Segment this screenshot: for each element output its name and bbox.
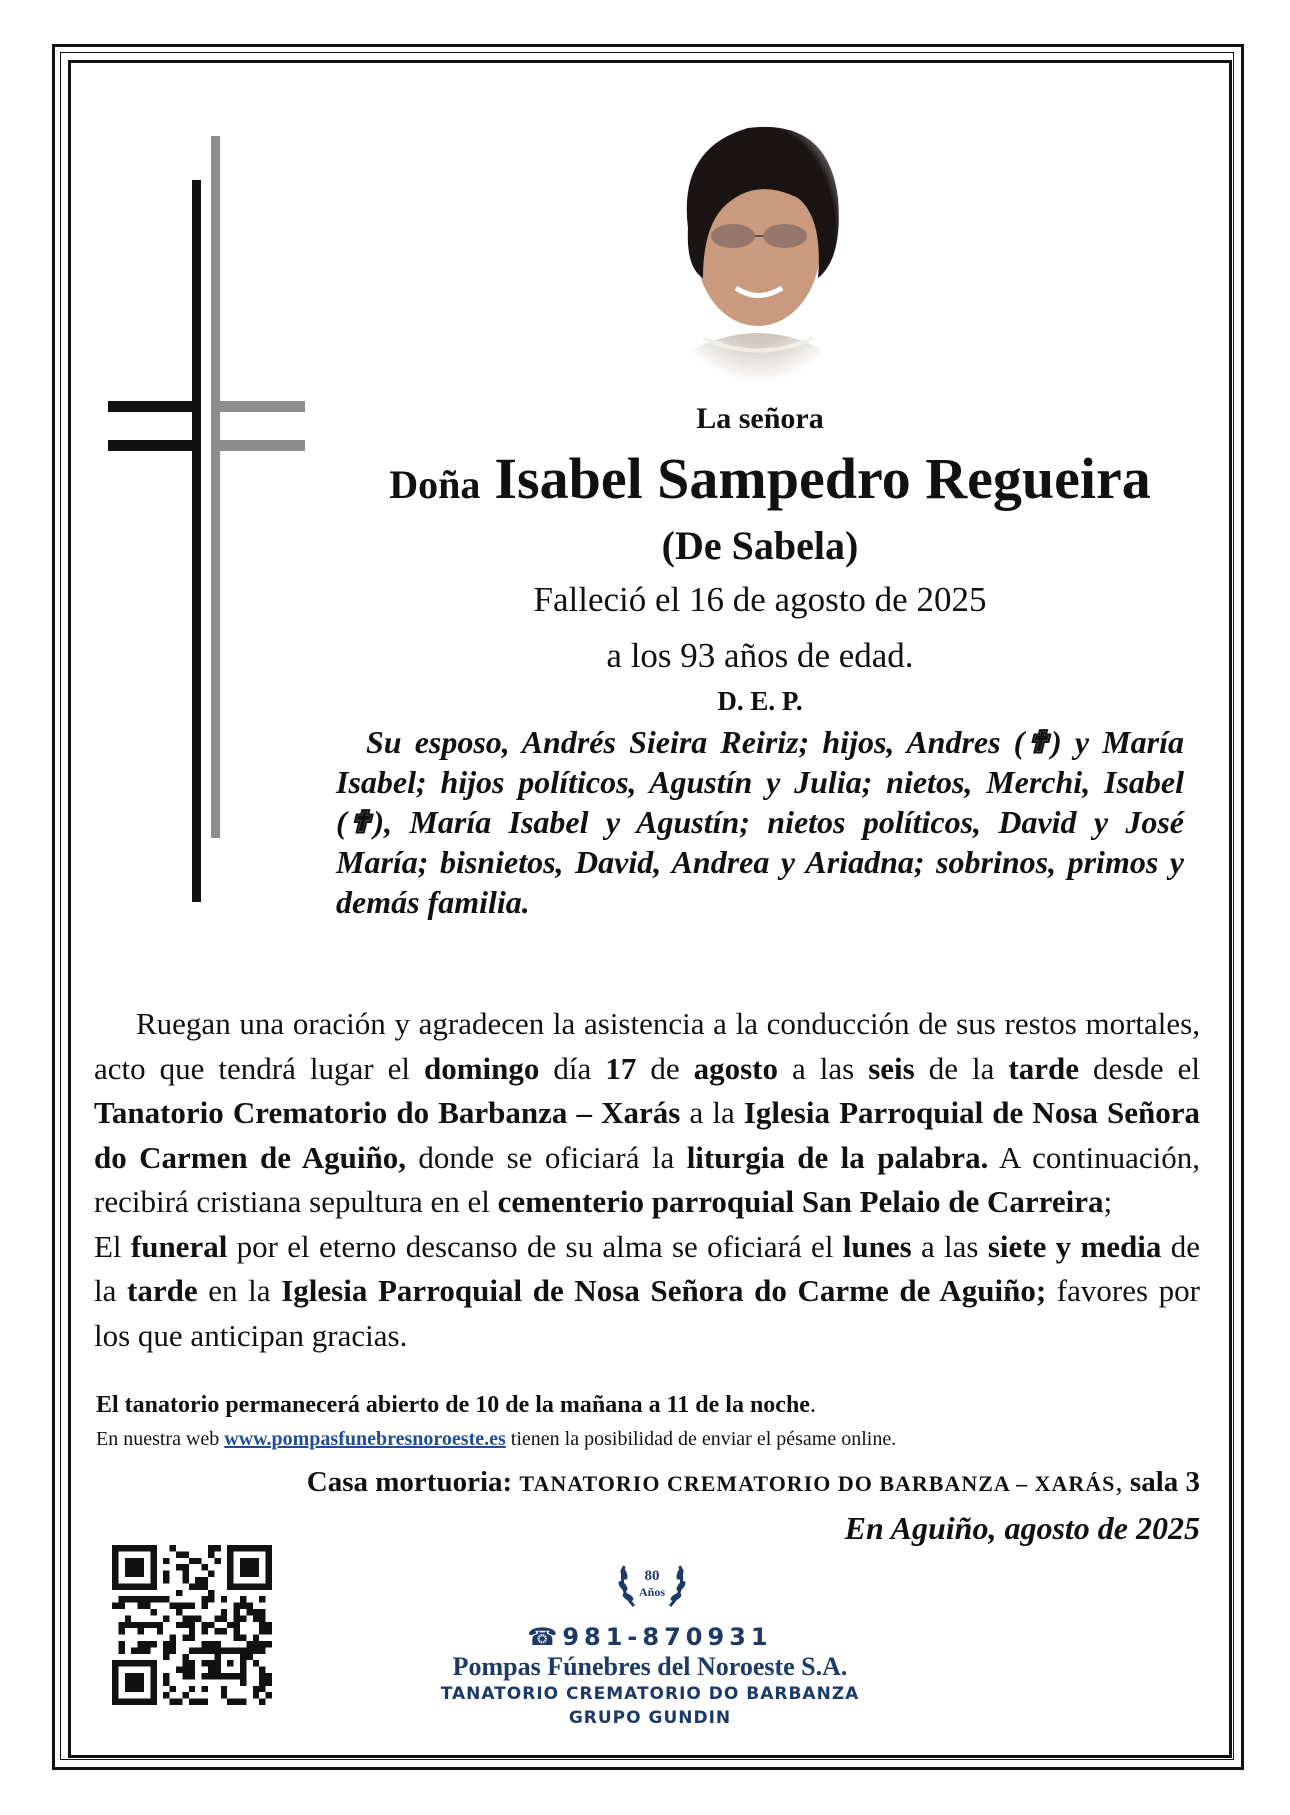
company-group: GRUPO GUNDIN <box>568 1708 732 1728</box>
place-date: En Aguiño, agosto de 2025 <box>844 1510 1200 1546</box>
anniversary-badge-icon <box>612 1546 692 1618</box>
age: a los 93 años de edad. <box>606 636 914 675</box>
ceremony-paragraph-2: El funeral por el eterno descanso de su alma se oficiará el lunes a las siete y media de la tarde en la Iglesia Parroquial de Nosa Señora do Carme de Aguiño; favores por los que anticipan gracias. <box>94 1228 1201 1353</box>
svg-text:Años: Años <box>638 1585 666 1599</box>
company-subtitle: TANATORIO CREMATORIO DO BARBANZA <box>440 1684 860 1704</box>
dep-label: D. E. P. <box>717 686 803 716</box>
ceremony-text <box>94 1002 1200 1358</box>
family-paragraph: Su esposo, Andrés Sieira Reiriz; hijos, Andres (✟) y María Isabel; hijos políticos, Agustín y Julia; nietos, Merchi, Isabel (✟), María Isabel y Agustín; nietos políticos, David y José María; bisnietos, David, Andrea y Ariadna; sobrinos, primos y demás familia. <box>336 724 1184 920</box>
phone-number: ☎981-870931 <box>527 1623 773 1651</box>
portrait-photo <box>658 108 858 384</box>
alias: (De Sabela) <box>661 523 859 568</box>
telephone-icon: ☎ <box>527 1623 563 1651</box>
web-condolences: En nuestra web www.pompasfunebresnoroeste.es tienen la posibilidad de enviar el pésame online. <box>96 1428 897 1450</box>
deceased-name <box>320 445 1220 512</box>
title-prefix: Doña <box>389 462 481 507</box>
svg-text:80: 80 <box>644 1568 660 1584</box>
intro-label: La señora <box>696 402 824 435</box>
death-date: Falleció el 16 de agosto de 2025 <box>533 580 987 619</box>
ceremony-paragraph-1: Ruegan una oración y agradecen la asistencia a la conducción de sus restos mortales, acto que tendrá lugar el domingo día 17 de agosto a las seis de la tarde desde el Tanatorio Crematorio do Barbanza – Xarás a la Iglesia Parroquial de Nosa Señora do Carmen de Aguiño, donde se oficiará la liturgia de la palabra. A continuación, recibirá cristiana sepultura en el cementerio parroquial San Pelaio de Carreira; <box>94 1006 1200 1219</box>
opening-hours: El tanatorio permanecerá abierto de 10 de la mañana a 11 de la noche. <box>96 1392 816 1418</box>
casa-mortuoria: Casa mortuoria: TANATORIO CREMATORIO DO BARBANZA – XARÁS, sala 3 <box>306 1466 1200 1498</box>
company-name: Pompas Fúnebres del Noroeste S.A. <box>452 1652 848 1681</box>
qr-code[interactable] <box>112 1545 272 1705</box>
website-link[interactable]: www.pompasfunebresnoroeste.es <box>224 1428 506 1450</box>
full-name: Isabel Sampedro Regueira <box>494 446 1151 511</box>
